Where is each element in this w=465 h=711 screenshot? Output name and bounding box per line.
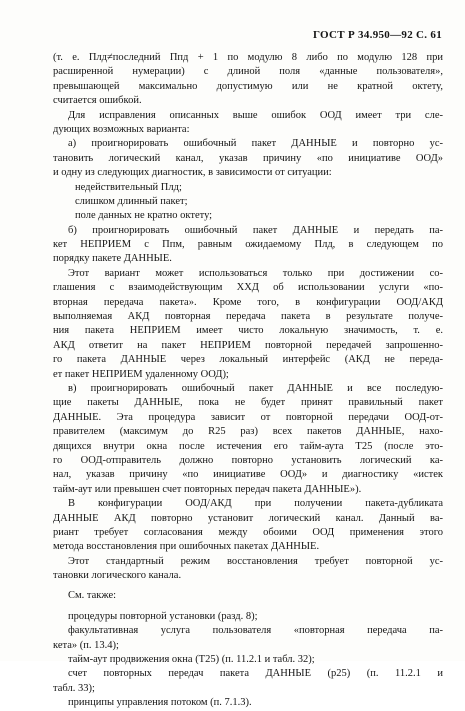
text-line: Для исправления описанных выше ошибок ООД имеет три сле- (68, 109, 443, 121)
text-line: дящихся внутри окна после истечения его тайм-аута Т25 (после это- (53, 440, 443, 452)
text-line: (т. е. Плд≠последний Ппд + 1 по модулю 8 либо по модулю 128 при (53, 52, 443, 63)
text-line: слишком длинный пакет; (75, 195, 188, 207)
text-line: факультативная услуга пользователя «повторная передача па- (68, 625, 443, 637)
text-line: кета» (п. 13.4); (53, 639, 119, 651)
text-line: См. также: (68, 590, 117, 602)
text-line: табл. 33); (53, 682, 95, 694)
text-line: тайм-аут продвижения окна (Т25) (п. 11.2.1 и табл. 32); (68, 654, 315, 666)
page-header: ГОСТ Р 34.950—92 С. 61 (313, 29, 442, 41)
text-line: ет пакет НЕПРИЕМ удаленному ООД); (53, 368, 229, 380)
text-line: недействительный Плд; (75, 181, 182, 193)
text-line: риант требует согласования между обоими ООД применения этого (53, 526, 443, 538)
text-line: счет повторных передач пакета ДАННЫЕ (р25) (п. 11.2.1 и (68, 668, 443, 680)
text-line: выполняемая АКД повторная передача пакета в результате получе- (53, 311, 443, 323)
text-line: В конфигурации ООД/АКД при получении пакета-дубликата (68, 498, 443, 510)
text-line: процедуры повторной установки (разд. 8); (68, 610, 258, 622)
page-body (53, 51, 443, 711)
text-line: го пакета ДАННЫЕ через локальный интерфейс (АКД не переда- (53, 354, 443, 366)
text-line: АКД ответит на пакет НЕПРИЕМ повторной передачей запрошенно- (53, 339, 443, 351)
text-line: глашения с взаимодействующим ХХД об использовании услуги «по- (53, 282, 443, 294)
text-line: считается ошибкой. (53, 95, 142, 107)
text-line: тановки логического канала. (53, 570, 182, 582)
text-line: порядку пакете ДАННЫЕ. (53, 253, 172, 265)
text-line: тайм-аут или превышен счет повторных передач пакета ДАННЫЕ»). (53, 483, 362, 495)
text-line: ния пакета НЕПРИЕМ имеет чисто локальную значимость, т. е. (53, 325, 443, 337)
text-line: и одну из следующих диагностик, в зависимости от ситуации: (53, 167, 332, 179)
text-line: принципы управления потоком (п. 7.1.3). (68, 697, 252, 709)
text-line: тановить логический канал, указав причину «по инициативе ООД» (53, 152, 443, 164)
text-line: метода восстановления при ошибочных пакетах ДАННЫЕ. (53, 541, 320, 553)
text-line: ДАННЫЕ АКД повторно установит логический канал. Данный ва- (53, 512, 443, 524)
text-line: Этот вариант может использоваться только при достижении со- (68, 267, 443, 279)
text-line: щие пакеты ДАННЫЕ, пока не будет принят правильный пакет (53, 397, 443, 409)
text-line: дующих возможных варианта: (53, 123, 190, 135)
text-line: го ООД-отправитель должно повторно установить логический ка- (53, 454, 443, 466)
text-line: нал, указав причину «по инициативе ООД» и диагностику «истек (53, 469, 443, 481)
text-line: поле данных не кратно октету; (75, 210, 213, 222)
text-line: кет НЕПРИЕМ с Ппм, равным ожидаемому Плд, в следующем по (53, 239, 443, 251)
text-line: правителем (максимум до R25 раз) всех пакетов ДАННЫЕ, нахо- (53, 426, 443, 438)
text-line: а) проигнорировать ошибочный пакет ДАННЫЕ и повторно ус- (68, 138, 443, 150)
text-line: расширенной нумерации) с длиной поля «данные пользователя», (53, 66, 443, 78)
text-line: ДАННЫЕ. Эта процедура зависит от повторной передачи ООД-от- (53, 411, 443, 423)
text-line: б) проигнорировать ошибочный пакет ДАННЫЕ и передать па- (68, 224, 443, 236)
text-line: превышающей максимально допустимую или не кратной октету, (53, 80, 443, 92)
text-line: Этот стандартный режим восстановления требует повторной ус- (68, 555, 443, 567)
text-line: вторная передача пакета». Кроме того, в конфигурации ООД/АКД (53, 296, 443, 308)
text-line: в) проигнорировать ошибочный пакет ДАННЫЕ и все последую- (68, 382, 443, 394)
